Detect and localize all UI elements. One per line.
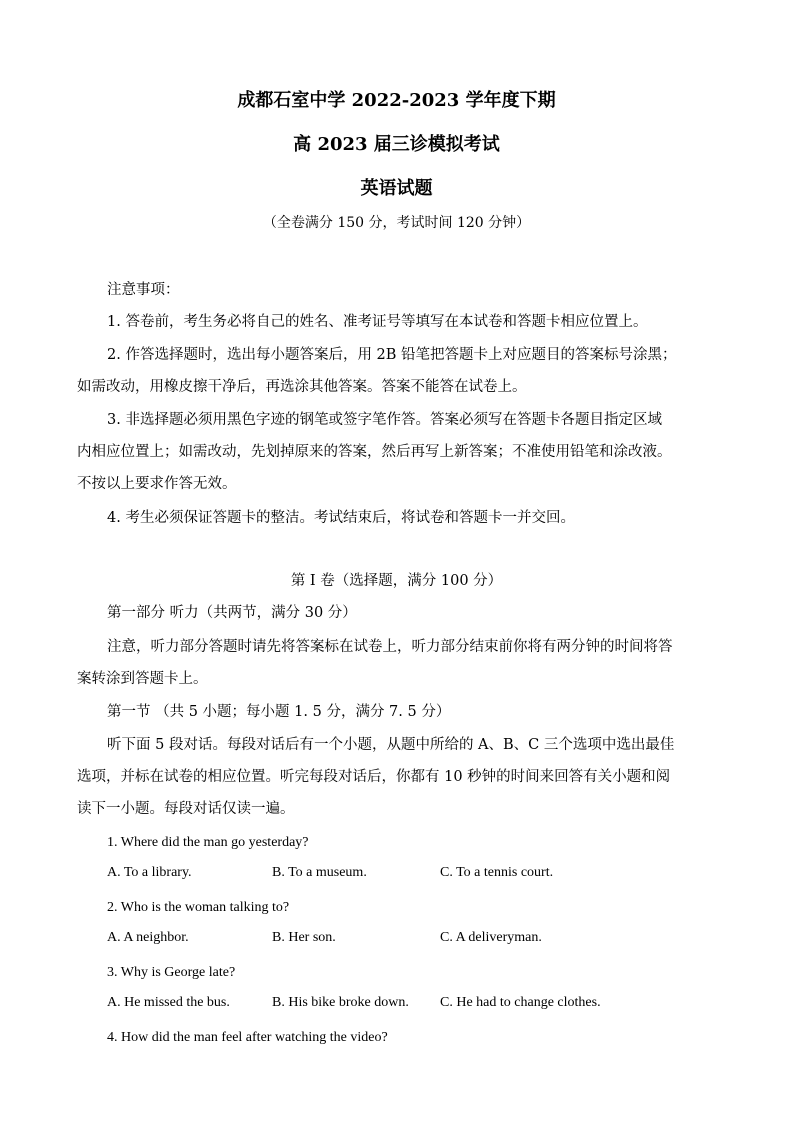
question-1-option-c: C. To a tennis court.: [440, 865, 554, 880]
school-title: 成都石室中学 2022-2023 学年度下期: [237, 90, 556, 111]
question-1-option-b: B. To a museum.: [272, 865, 367, 880]
question-3-option-a: A. He missed the bus.: [107, 995, 230, 1010]
notice-item-3-line-3: 不按以上要求作答无效。: [77, 476, 237, 492]
directions-line-3: 读下一小题。每段对话仅读一遍。: [77, 801, 295, 817]
volume-heading: 第 I 卷（选择题，满分 100 分）: [290, 573, 503, 589]
question-1-options: [107, 865, 722, 885]
score-time-note: （全卷满分 150 分，考试时间 120 分钟）: [262, 215, 531, 231]
exam-title: 高 2023 届三诊模拟考试: [293, 134, 500, 155]
notice-item-1: 1. 答卷前，考生务必将自己的姓名、准考证号等填写在本试卷和答题卡相应位置上。: [107, 314, 648, 330]
directions-line-1: 听下面 5 段对话。每段对话后有一个小题，从题中所给的 A、B、C 三个选项中选出最佳: [107, 737, 675, 753]
listening-instruction-line-1: 注意，听力部分答题时请先将答案标在试卷上，听力部分结束前你将有两分钟的时间将答: [107, 639, 673, 655]
question-2-stem: 2. Who is the woman talking to?: [107, 900, 290, 915]
notice-item-4: 4. 考生必须保证答题卡的整洁。考试结束后，将试卷和答题卡一并交回。: [107, 510, 575, 526]
listening-instruction-line-2: 案转涂到答题卡上。: [77, 671, 208, 687]
subject-title: 英语试题: [360, 178, 433, 199]
question-1-stem: 1. Where did the man go yesterday?: [107, 835, 309, 850]
question-1-option-a: A. To a library.: [107, 865, 192, 880]
question-3-options: [107, 995, 722, 1015]
notice-heading: 注意事项：: [107, 282, 180, 298]
question-3-option-c: C. He had to change clothes.: [440, 995, 601, 1010]
question-2-option-a: A. A neighbor.: [107, 930, 189, 945]
question-2-options: [107, 930, 722, 950]
question-2-option-b: B. Her son.: [272, 930, 336, 945]
directions-line-2: 选项，并标在试卷的相应位置。听完每段对话后，你都有 10 秒钟的时间来回答有关小题和阅: [77, 769, 671, 785]
notice-item-3-line-1: 3. 非选择题必须用黑色字迹的钢笔或签字笔作答。答案必须写在答题卡各题目指定区域: [107, 412, 662, 428]
part-one-heading: 第一部分 听力（共两节，满分 30 分）: [107, 605, 357, 621]
notice-item-2-line-1: 2. 作答选择题时，选出每小题答案后，用 2B 铅笔把答题卡上对应题目的答案标号涂黑；: [107, 347, 677, 363]
question-3-stem: 3. Why is George late?: [107, 965, 236, 980]
question-4-stem: 4. How did the man feel after watching the video?: [107, 1030, 388, 1045]
notice-item-3-line-2: 内相应位置上；如需改动，先划掉原来的答案，然后再写上新答案；不准使用铅笔和涂改液。: [77, 444, 672, 460]
question-2-option-c: C. A deliveryman.: [440, 930, 542, 945]
question-3-option-b: B. His bike broke down.: [272, 995, 409, 1010]
section-one-heading: 第一节 （共 5 小题；每小题 1. 5 分，满分 7. 5 分）: [107, 704, 451, 720]
notice-item-2-line-2: 如需改动，用橡皮擦干净后，再选涂其他答案。答案不能答在试卷上。: [77, 379, 527, 395]
